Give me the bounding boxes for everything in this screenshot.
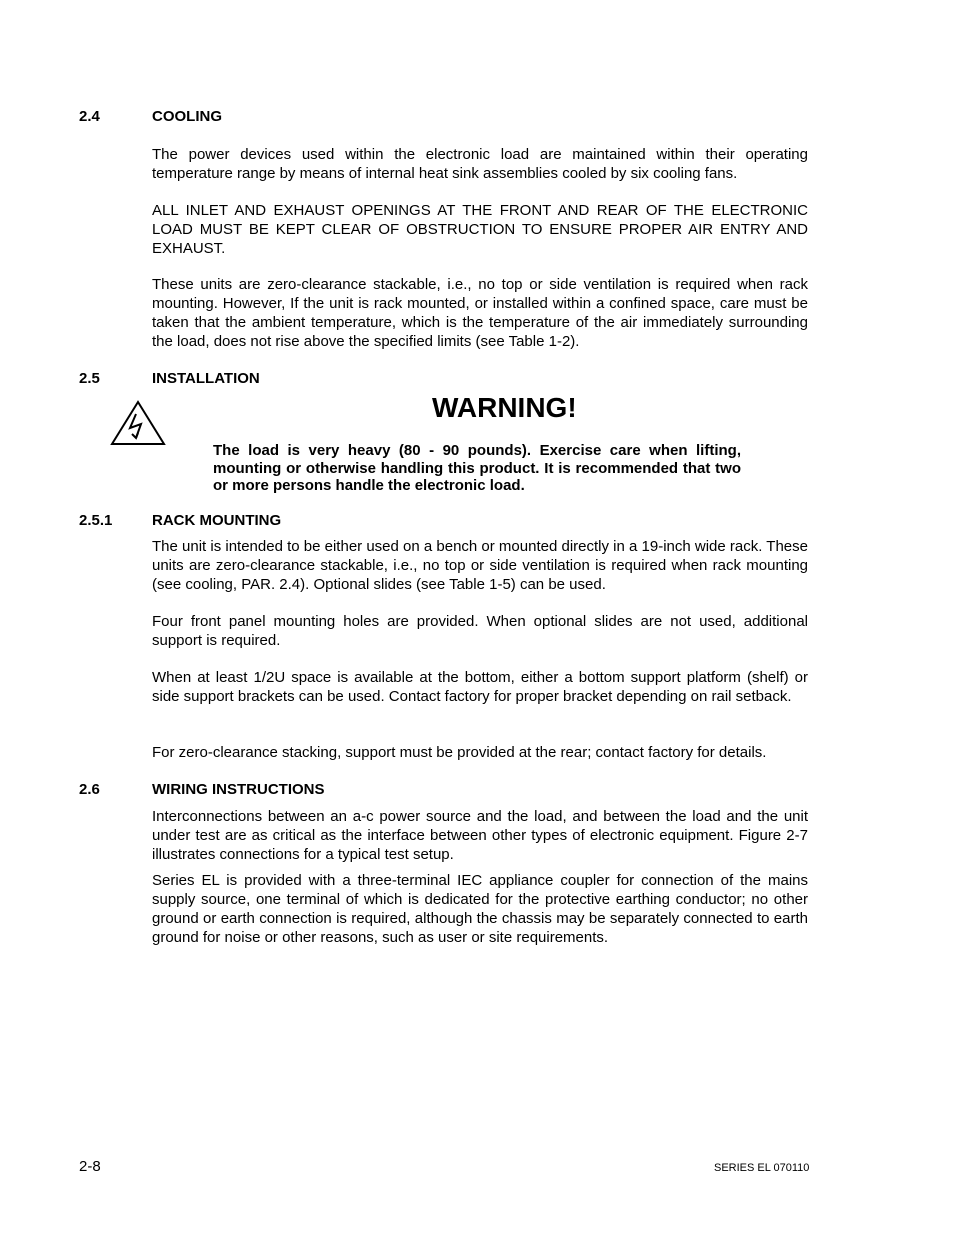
section-title: RACK MOUNTING xyxy=(152,512,282,529)
section-number: 2.6 xyxy=(79,781,100,798)
page-number: 2-8 xyxy=(79,1158,101,1175)
rack-mounting-paragraph-4: For zero-clearance stacking, support must be provided at the rear; contact factory for details. xyxy=(152,744,767,761)
section-heading-rack-mounting xyxy=(79,512,281,529)
warning-title: WARNING! xyxy=(432,392,577,423)
rack-mounting-paragraph-3: When at least 1/2U space is available at the bottom, either a bottom support platform (shelf) or side support brackets can be used. Contact factory for proper bracket depending on rail setback. xyxy=(152,669,808,705)
section-title: WIRING INSTRUCTIONS xyxy=(152,781,325,798)
wiring-paragraph-1: Interconnections between an a-c power source and the load, and between the load and the unit under test are as critical as the interface between other types of electronic equipment. Figure 2-7 illustrates connections for a typical test setup. xyxy=(152,808,808,863)
section-title: INSTALLATION xyxy=(152,370,260,387)
document-id: SERIES EL 070110 xyxy=(714,1162,810,1174)
section-heading-cooling xyxy=(79,108,222,125)
section-number: 2.5.1 xyxy=(79,512,113,529)
wiring-paragraph-2: Series EL is provided with a three-terminal IEC appliance coupler for connection of the mains supply source, one terminal of which is dedicated for the protective earthing conductor; no other ground or earth connection is required, although the chassis may be separately connected to earth ground for noise or other reasons, such as user or site requirements. xyxy=(152,872,808,946)
section-number: 2.4 xyxy=(79,108,100,125)
cooling-paragraph-1: The power devices used within the electronic load are maintained within their operating temperature range by means of internal heat sink assemblies cooled by six cooling fans. xyxy=(152,146,808,182)
warning-text: The load is very heavy (80 - 90 pounds). Exercise care when lifting, mounting or otherwise handling this product. It is recommended that two or more persons handle the electronic load. xyxy=(213,442,741,494)
rack-mounting-paragraph-2: Four front panel mounting holes are provided. When optional slides are not used, additional support is required. xyxy=(152,613,808,649)
section-heading-installation xyxy=(79,370,260,387)
cooling-paragraph-2: ALL INLET AND EXHAUST OPENINGS AT THE FRONT AND REAR OF THE ELECTRONIC LOAD MUST BE KEPT CLEAR OF OBSTRUCTION TO ENSURE PROPER AIR ENTRY AND EXHAUST. xyxy=(152,202,808,257)
electrical-hazard-icon xyxy=(110,400,166,450)
cooling-paragraph-3: These units are zero-clearance stackable, i.e., no top or side ventilation is required when rack mounting. However, If the unit is rack mounted, or installed within a confined space, care must be taken that the ambient temperature, which is the temperature of the air immediately surrounding the load, does not rise above the specified limits (see Table 1-2). xyxy=(152,276,808,350)
section-title: COOLING xyxy=(152,108,222,125)
section-heading-wiring-instructions xyxy=(79,781,325,798)
section-number: 2.5 xyxy=(79,370,100,387)
rack-mounting-paragraph-1: The unit is intended to be either used on a bench or mounted directly in a 19-inch wide rack. These units are zero-clearance stackable, i.e., no top or side ventilation is required when rack mounting (see cooling, PAR. 2.4). Optional slides (see Table 1-5) can be used. xyxy=(152,538,808,593)
